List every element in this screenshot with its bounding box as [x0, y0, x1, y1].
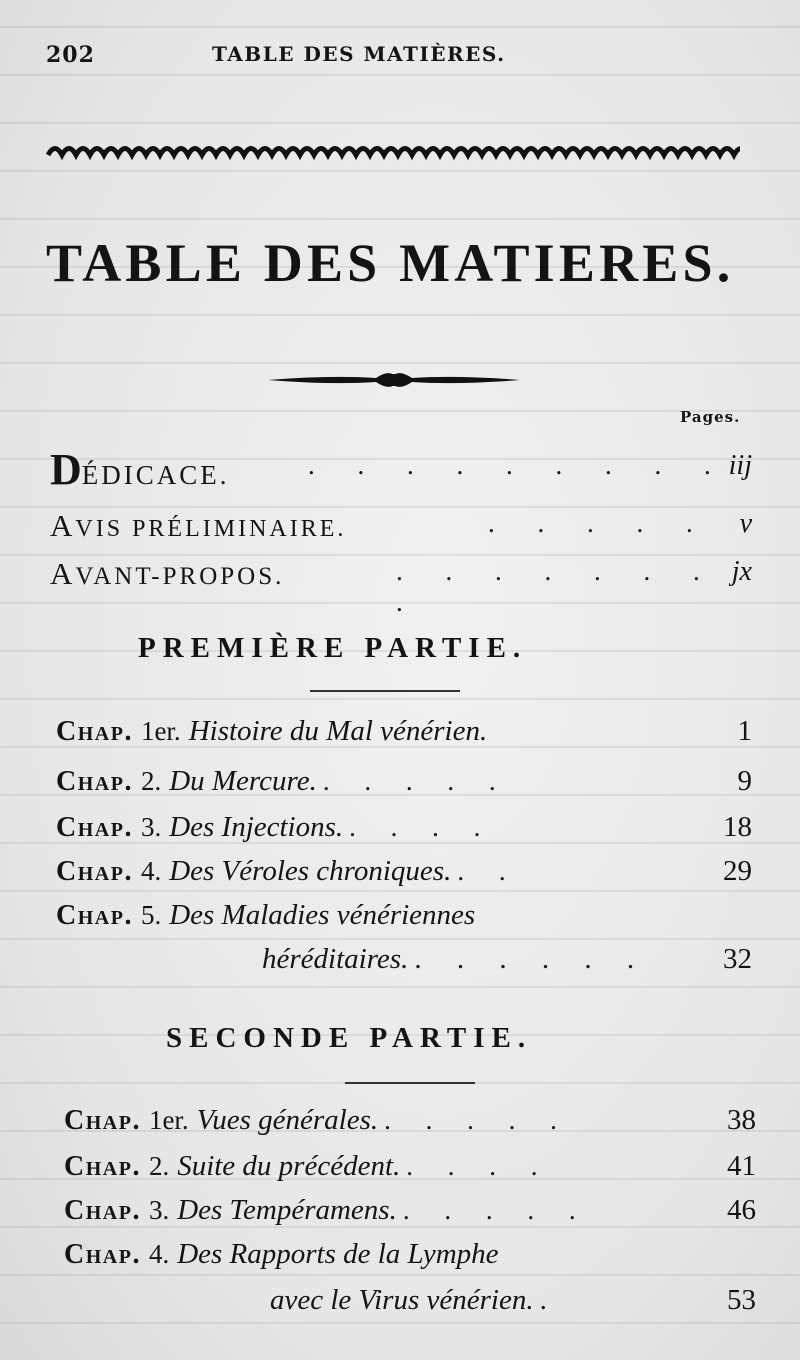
section-rule	[310, 690, 460, 692]
part-two-heading: SECONDE PARTIE.	[166, 1022, 533, 1054]
entry-page: jx	[731, 556, 752, 587]
chapter-number: 4.	[148, 1239, 170, 1269]
chapter-page: 53	[727, 1284, 756, 1316]
leader-dots: . . . .	[406, 1151, 552, 1181]
chapter-label: Chap.	[64, 1105, 141, 1136]
chapter-number: 3.	[140, 812, 162, 842]
toc-chapter-row	[64, 1104, 571, 1137]
leader-dots: . . . . . .	[414, 943, 649, 975]
chapter-page: 1	[737, 715, 752, 747]
running-title: TABLE DES MATIÈRES.	[212, 42, 506, 66]
chapter-number: 2.	[140, 766, 162, 796]
section-rule	[345, 1082, 475, 1084]
toc-chapter-row	[56, 715, 487, 748]
chapter-title-continuation	[270, 1284, 561, 1317]
continuation-text: héréditaires.	[262, 943, 409, 975]
toc-entry-avant-propos	[50, 556, 760, 617]
leader-dots: . .	[457, 856, 520, 886]
chapter-number: 4.	[140, 856, 162, 886]
chapter-title: Du Mercure.	[169, 765, 317, 797]
chapter-title: Vues générales.	[196, 1104, 379, 1136]
toc-chapter-row	[56, 765, 510, 798]
chapter-number: 1er.	[148, 1105, 189, 1135]
chapter-label: Chap.	[56, 856, 133, 887]
entry-title: VIS PRÉLIMINAIRE.	[75, 516, 347, 542]
chapter-number: 5.	[140, 900, 162, 930]
chapter-label: Chap.	[64, 1239, 141, 1270]
chapter-label: Chap.	[56, 766, 133, 797]
chapter-page: 32	[723, 943, 752, 975]
chapter-page: 18	[723, 811, 752, 843]
chapter-number: 1er.	[140, 716, 181, 746]
drop-initial: A	[50, 556, 76, 591]
chapter-title-continuation	[262, 943, 648, 976]
drop-initial: D	[50, 445, 82, 494]
wavy-rule-ornament	[46, 140, 740, 170]
leader-dots: . . . . .	[384, 1105, 571, 1135]
chapter-label: Chap.	[56, 900, 133, 931]
leader-dots: .	[539, 1284, 561, 1316]
chapter-number: 2.	[148, 1151, 170, 1181]
toc-chapter-row	[56, 899, 475, 932]
leader-dots: . . . . . . . . .	[308, 450, 729, 480]
pages-column-label: Pages.	[680, 408, 741, 426]
toc-chapter-row	[56, 855, 520, 888]
chapter-label: Chap.	[56, 716, 133, 747]
chapter-page: 41	[727, 1150, 756, 1182]
toc-chapter-row	[56, 811, 494, 844]
chapter-page: 46	[727, 1194, 756, 1226]
toc-entry-dedicace	[50, 444, 760, 494]
leader-dots: . . . . .	[402, 1195, 590, 1225]
chapter-title: Suite du précédent.	[177, 1150, 401, 1182]
toc-chapter-row	[64, 1238, 499, 1271]
leader-dots: . . . . .	[322, 766, 510, 796]
leader-dots: . . . . .	[488, 508, 711, 538]
chapter-page: 38	[727, 1104, 756, 1136]
chapter-number: 3.	[148, 1195, 170, 1225]
leader-dots: . . . . . . . .	[396, 556, 718, 617]
toc-entry-avis	[50, 508, 760, 548]
chapter-label: Chap.	[64, 1195, 141, 1226]
chapter-page: 29	[723, 855, 752, 887]
chapter-title: Des Rapports de la Lymphe	[177, 1238, 499, 1270]
chapter-title: Des Tempéramens.	[177, 1194, 397, 1226]
chapter-label: Chap.	[56, 812, 133, 843]
chapter-page: 9	[737, 765, 752, 797]
chapter-title: Histoire du Mal vénérien.	[188, 715, 488, 747]
page-title: TABLE DES MATIERES.	[46, 233, 735, 293]
part-one-heading: PREMIÈRE PARTIE.	[138, 632, 528, 664]
entry-title: VANT-PROPOS.	[75, 563, 285, 590]
toc-chapter-row	[64, 1194, 590, 1227]
toc-chapter-row	[64, 1150, 552, 1183]
page-number: 202	[46, 42, 95, 68]
entry-title: ÉDICACE.	[81, 460, 230, 490]
chapter-label: Chap.	[64, 1151, 141, 1182]
chapter-title: Des Véroles chroniques.	[169, 855, 452, 887]
chapter-title: Des Maladies vénériennes	[169, 899, 476, 931]
drop-initial: A	[50, 508, 76, 543]
entry-page: iij	[728, 450, 752, 481]
entry-page: v	[739, 508, 752, 539]
continuation-text: avec le Virus vénérien.	[270, 1284, 534, 1316]
leader-dots: . . . .	[349, 812, 495, 842]
chapter-title: Des Injections.	[169, 811, 344, 843]
center-flourish-ornament	[266, 366, 522, 394]
